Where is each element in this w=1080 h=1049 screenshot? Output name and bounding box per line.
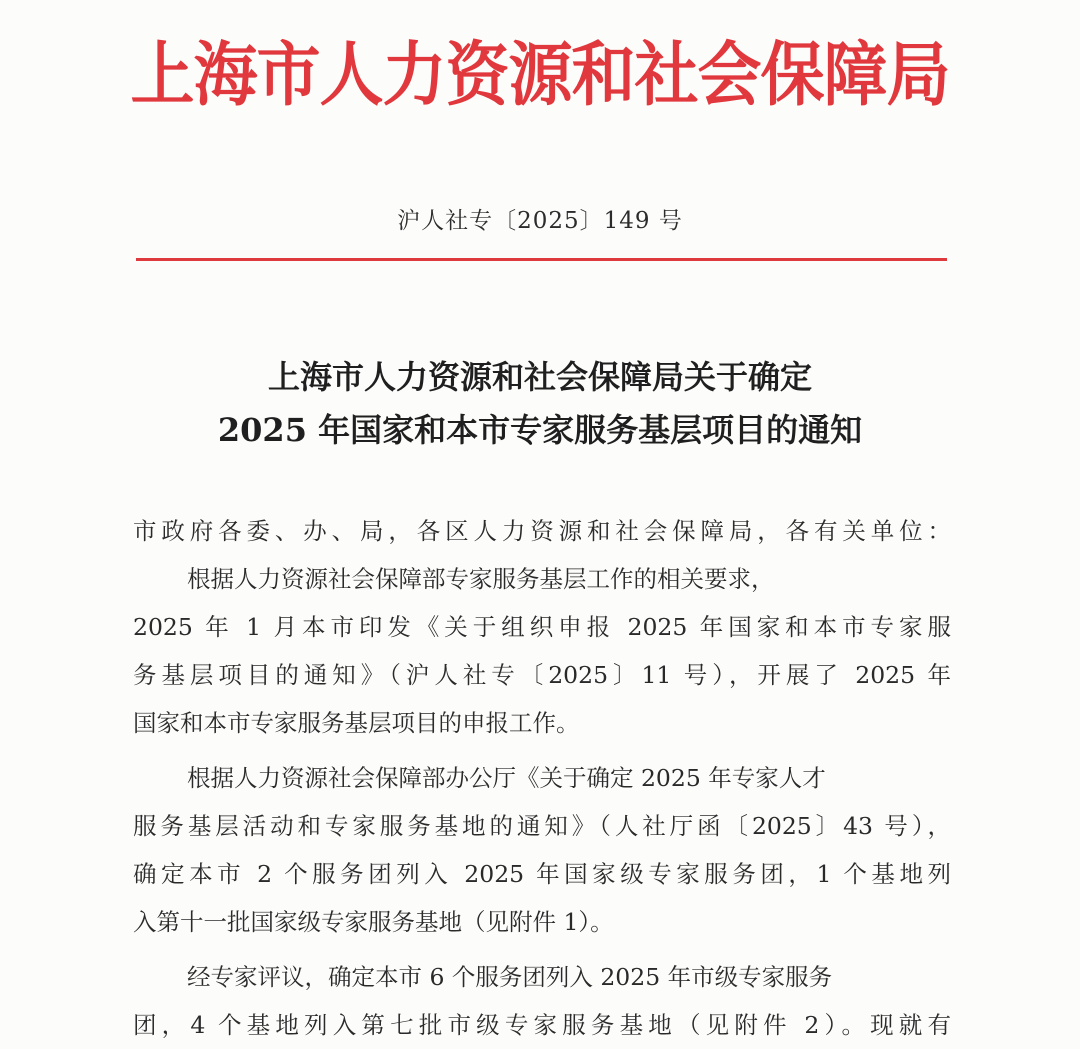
paragraph-2-line: 入第十一批国家级专家服务基地（见附件 1）。	[133, 908, 614, 936]
paragraph-2-line: 根据人力资源社会保障部办公厅《关于确定 2025 年专家人才	[187, 764, 826, 792]
paragraph-spacer	[133, 946, 951, 953]
paragraph-2-line: 确定本市 2 个服务团列入 2025 年国家级专家服务团，1 个基地列	[133, 860, 951, 888]
letterhead-divider	[136, 258, 947, 261]
paragraph-spacer	[133, 747, 951, 754]
document-number: 沪人社专〔2025〕149 号	[397, 208, 683, 234]
notice-title-line-2: 2025 年国家和本市专家服务基层项目的通知	[217, 411, 863, 449]
paragraph-3-line: 经专家评议，确定本市 6 个服务团列入 2025 年市级专家服务	[187, 963, 833, 991]
agency-letterhead-title: 上海市人力资源和社会保障局	[130, 34, 950, 116]
paragraph-2-line: 服务基层活动和专家服务基地的通知》（人社厅函〔2025〕43 号），	[133, 812, 951, 840]
salutation: 市政府各委、办、局，各区人力资源和社会保障局，各有关单位：	[133, 517, 951, 545]
paragraph-1-line: 国家和本市专家服务基层项目的申报工作。	[133, 709, 580, 737]
paragraph-3-line: 团，4 个基地列入第七批市级专家服务基地（见附件 2）。现就有	[133, 1011, 951, 1039]
paragraph-1-line: 务基层项目的通知》（沪人社专〔2025〕11 号），开展了 2025 年	[133, 661, 951, 689]
notice-title-line-1: 上海市人力资源和社会保障局关于确定	[267, 358, 812, 396]
paragraph-1-line: 根据人力资源社会保障部专家服务基层工作的相关要求，	[187, 565, 775, 593]
paragraph-1-line: 2025 年 1 月本市印发《关于组织申报 2025 年国家和本市专家服	[133, 613, 951, 641]
notice-body	[133, 507, 951, 1049]
